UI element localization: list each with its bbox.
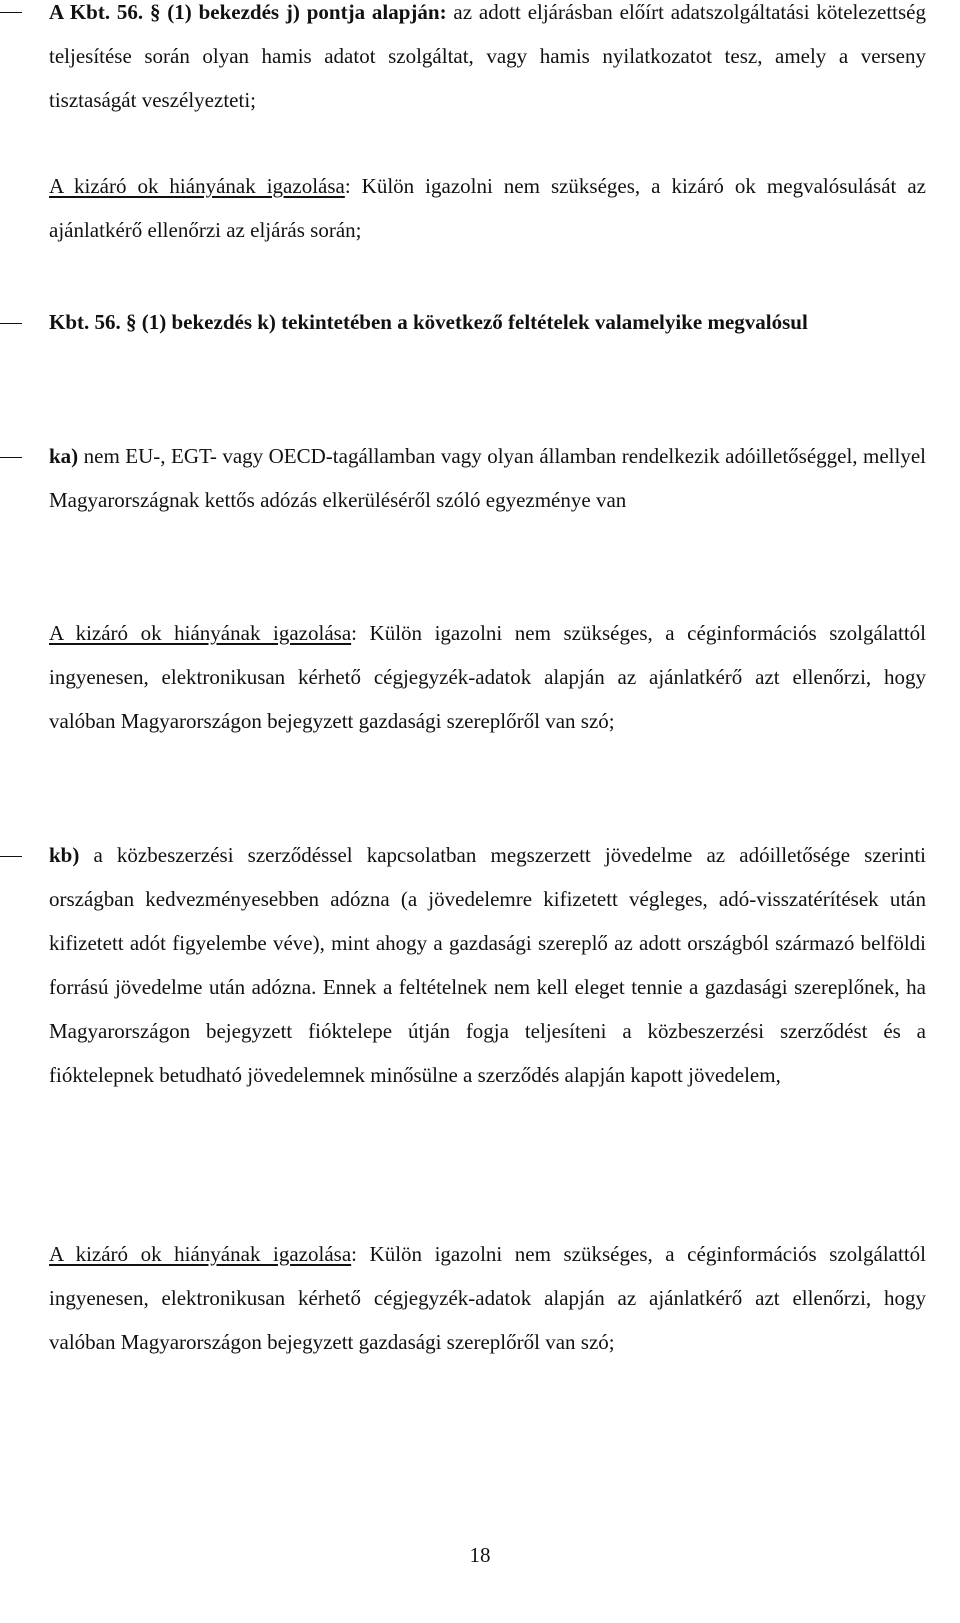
paragraph-ref: A Kbt. 56. § (1) bekezdés j) pontja alapján: bbox=[49, 0, 447, 24]
paragraph-text: az adott eljárásban előírt adatszolgáltatási kötelezettség teljesítése során olyan hamis adatot szolgáltat, vagy hamis nyilatkozatot tesz, amely a verseny tisztaságát veszélyezteti; bbox=[49, 0, 926, 112]
point-text: nem EU-, EGT- vagy OECD-tagállamban vagy olyan államban rendelkezik adóilletőséggel, mellyel Magyarországnak kettős adózás elkerüléséről szóló egyezménye van bbox=[49, 444, 926, 512]
proof-label: A kizáró ok hiányának igazolása bbox=[49, 1242, 352, 1266]
list-dash bbox=[0, 323, 22, 324]
paragraph-j bbox=[49, 0, 926, 122]
proof-text: : Külön igazolni nem szükséges, a céginformációs szolgálattól ingyenesen, elektronikusan kérhető cégjegyzék-adatok alapján az ajánlatkérő azt ellenőrzi, hogy valóban Magyarországon bejegyzett gazdasági szereplőről van szó; bbox=[49, 621, 926, 733]
point-label: kb) bbox=[49, 843, 80, 867]
point-ka bbox=[49, 434, 926, 522]
list-dash bbox=[0, 12, 22, 13]
section-heading-k: Kbt. 56. § (1) bekezdés k) tekintetében a következő feltételek valamelyike megvalósul bbox=[49, 310, 808, 334]
proof-paragraph-3 bbox=[49, 1232, 926, 1364]
list-dash bbox=[0, 856, 22, 857]
point-label: ka) bbox=[49, 444, 79, 468]
proof-paragraph-2 bbox=[49, 611, 926, 743]
point-kb bbox=[49, 833, 926, 1097]
point-text: a közbeszerzési szerződéssel kapcsolatban megszerzett jövedelme az adóilletősége szerinti országban kedvezményesebben adózna (a jövedelemre kifizetett végleges, adó-visszatérítések után kifizetett adót figyelembe véve), mint ahogy a gazdasági szereplő az adott országból származó belföldi forrású jövedelme után adózna. Ennek a feltételnek nem kell eleget tennie a gazdasági szereplőnek, ha Magyarországon bejegyzett fióktelepe útján fogja teljesíteni a közbeszerzési szerződést és a fióktelepnek betudható jövedelemnek minősülne a szerződés alapján kapott jövedelem, bbox=[49, 843, 926, 1087]
proof-text: : Külön igazolni nem szükséges, a kizáró ok megvalósulását az ajánlatkérő ellenőrzi az eljárás során; bbox=[49, 174, 927, 242]
list-dash bbox=[0, 457, 22, 458]
proof-label: A kizáró ok hiányának igazolása bbox=[49, 174, 345, 198]
proof-text: : Külön igazolni nem szükséges, a céginformációs szolgálattól ingyenesen, elektronikusan kérhető cégjegyzék-adatok alapján az ajánlatkérő azt ellenőrzi, hogy valóban Magyarországon bejegyzett gazdasági szereplőről van szó; bbox=[49, 1242, 926, 1354]
proof-paragraph-1 bbox=[49, 164, 926, 252]
page-number: 18 bbox=[469, 1543, 491, 1567]
proof-label: A kizáró ok hiányának igazolása bbox=[49, 621, 352, 645]
